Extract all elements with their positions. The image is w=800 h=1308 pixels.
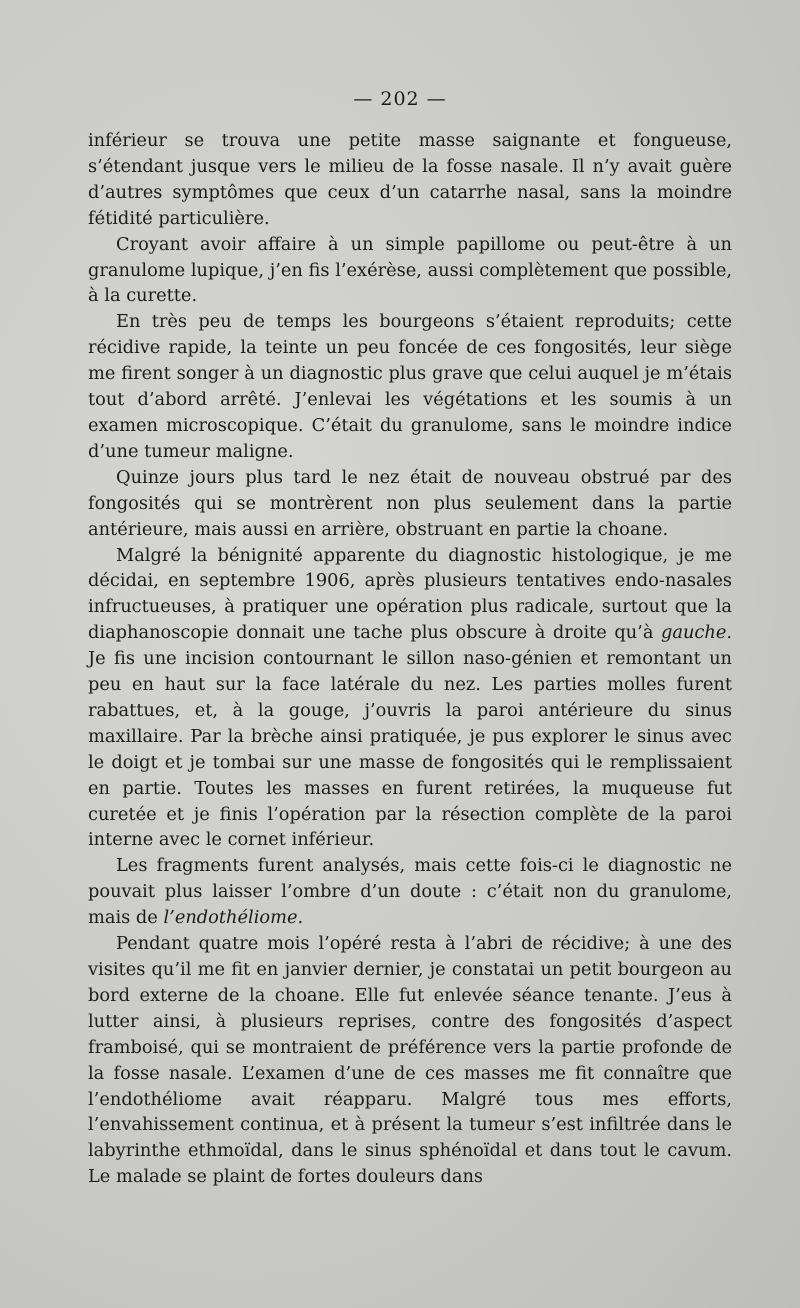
- body-text: [88, 128, 732, 1190]
- paragraph-text: Je fis une incision contournant le sillon naso-génien et remontant un peu en haut sur la face latérale du nez. Les parties molles furent rabattues, et, à la gouge, j’ouvris la paroi antérieure du sinus maxillaire. Par la brèche ainsi pratiquée, je pus explorer le sinus avec le doigt et je tombai sur une masse de fongosités qui le remplissaient en partie. Toutes les masses en furent retirées, la muqueuse fut curetée et je finis l’opération par la résection complète de la paroi interne avec le cornet inférieur.: [88, 648, 732, 851]
- paragraph-text: Croyant avoir affaire à un simple papillome ou peut-être à un granulome lupique, j’en fis l’exérèse, aussi complètement que possible, à la curette.: [88, 233, 732, 307]
- italic-text: l’endothéliome.: [163, 907, 304, 929]
- paragraph-text: inférieur se trouva une petite masse saignante et fongueuse, s’étendant jusque vers le milieu de la fosse nasale. Il n’y avait guère d’autres symptômes que ceux d’un catarrhe nasal, sans la moindre fétidité particulière.: [88, 130, 732, 229]
- paragraph: [88, 128, 732, 232]
- paragraph: [88, 309, 732, 464]
- paragraph: [88, 853, 732, 931]
- italic-text: gauche.: [660, 622, 732, 644]
- paragraph: [88, 931, 732, 1190]
- paragraph-text: En très peu de temps les bourgeons s’étaient reproduits; cette récidive rapide, la teinte un peu foncée de ces fongosités, leur siège me firent songer à un diagnostic plus grave que celui auquel je m’étais tout d’abord arrêté. J’enlevai les végétations et les soumis à un examen microscopique. C’était du granulome, sans le moindre indice d’une tumeur maligne.: [88, 311, 732, 462]
- page-number: — 202 —: [353, 88, 447, 110]
- paragraph: [88, 543, 732, 854]
- paragraph-text: Pendant quatre mois l’opéré resta à l’abri de récidive; à une des visites qu’il me fit en janvier dernier, je constatai un petit bourgeon au bord externe de la choane. Elle fut enlevée séance tenante. J’eus à lutter ainsi, à plusieurs reprises, contre des fongosités d’aspect framboisé, qui se montraient de préférence vers la partie profonde de la fosse nasale. L’examen d’une de ces masses me fit connaître que l’endothéliome avait réapparu. Malgré tous mes efforts, l’envahissement continua, et à présent la tumeur s’est infiltrée dans le labyrinthe ethmoïdal, dans le sinus sphénoïdal et dans tout le cavum. Le malade se plaint de fortes douleurs dans: [88, 933, 732, 1188]
- paragraph: [88, 232, 732, 310]
- paragraph-text: Malgré la bénignité apparente du diagnostic histologique, je me décidai, en septembre 1906, après plusieurs tentatives endo-nasales infructueuses, à pratiquer une opération plus radicale, surtout que la diaphanoscopie donnait une tache plus obscure à droite qu’à: [88, 544, 732, 644]
- paragraph-text: Les fragments furent analysés, mais cette fois-ci le diagnostic ne pouvait plus laisser l’ombre d’un doute : c’était non du granulome, mais de: [88, 855, 732, 929]
- paragraph: [88, 465, 732, 543]
- paragraph-text: Quinze jours plus tard le nez était de nouveau obstrué par des fongosités qui se montrèrent non plus seulement dans la partie antérieure, mais aussi en arrière, obstruant en partie la choane.: [88, 466, 732, 540]
